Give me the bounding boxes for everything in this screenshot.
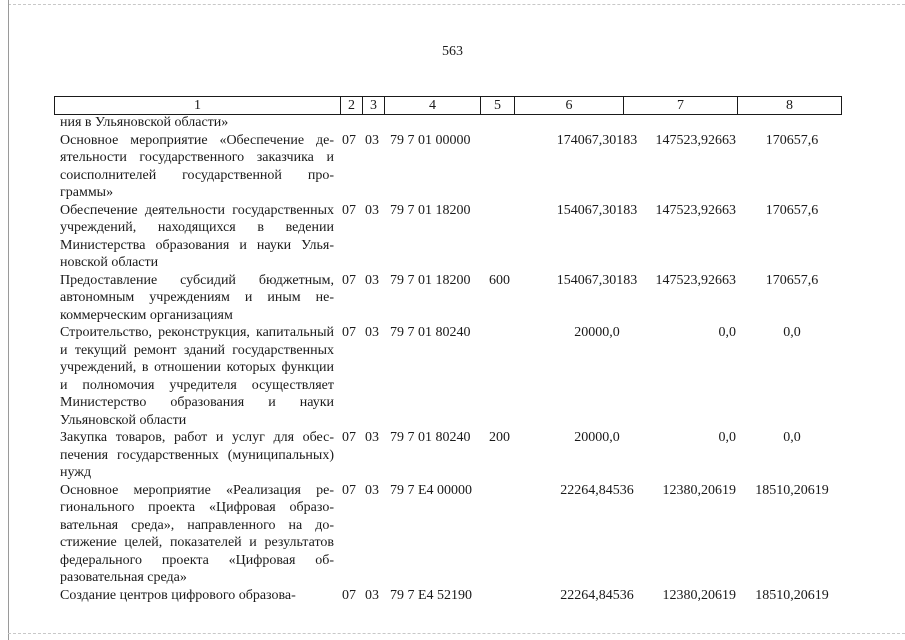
column-header-7: 7 bbox=[624, 97, 738, 115]
amount-col-6: 154067,30183 bbox=[556, 272, 638, 288]
row-description: Основное мероприятие «Обеспечение деятельности государственного заказчика и соисполнителей государственной программы» bbox=[60, 132, 334, 200]
table-row bbox=[54, 324, 841, 429]
section-code: 07 bbox=[342, 132, 356, 148]
column-header-6: 6 bbox=[515, 97, 624, 115]
amount-col-7: 0,0 bbox=[718, 430, 736, 445]
row-description: ния в Ульяновской области» bbox=[60, 115, 229, 130]
row-description: Предоставление субсидий бюджетным, автономным учреждениям и иным некоммерческим организациям bbox=[60, 272, 334, 323]
subsection-code: 03 bbox=[365, 482, 379, 498]
scan-left-edge bbox=[8, 0, 9, 640]
subsection-code: 03 bbox=[365, 272, 379, 288]
section-code: 07 bbox=[342, 482, 356, 498]
amount-col-6: 20000,0 bbox=[574, 325, 620, 340]
target-article-code: 79 7 01 18200 bbox=[390, 272, 471, 288]
amount-col-7: 12380,20619 bbox=[662, 482, 736, 498]
table-row bbox=[54, 114, 841, 132]
amount-col-7: 147523,92663 bbox=[655, 272, 736, 288]
amount-col-8: 18510,20619 bbox=[755, 587, 829, 603]
table-row bbox=[54, 132, 841, 202]
target-article-code: 79 7 01 18200 bbox=[390, 202, 471, 218]
subsection-code: 03 bbox=[365, 132, 379, 148]
column-header-4: 4 bbox=[385, 97, 481, 115]
amount-col-7: 147523,92663 bbox=[655, 132, 736, 148]
table-row bbox=[54, 202, 841, 272]
amount-col-7: 0,0 bbox=[718, 325, 736, 340]
section-code: 07 bbox=[342, 272, 356, 288]
budget-table-body bbox=[54, 114, 841, 604]
row-description: Строительство, реконструкция, капитальный и текущий ремонт зданий государственных учреждений, в отношении которых функции и полномочия учредителя осуществляет Министерство образования и науки Ульяновской области bbox=[60, 325, 334, 428]
amount-col-8: 170657,6 bbox=[765, 132, 819, 148]
subsection-code: 03 bbox=[365, 430, 379, 445]
amount-col-8: 170657,6 bbox=[765, 202, 819, 218]
scan-top-edge bbox=[8, 4, 905, 5]
expense-type-code: 200 bbox=[489, 430, 510, 445]
amount-col-6: 174067,30183 bbox=[556, 132, 638, 148]
subsection-code: 03 bbox=[365, 325, 379, 340]
amount-col-6: 22264,84536 bbox=[560, 482, 634, 498]
target-article-code: 79 7 01 00000 bbox=[390, 132, 471, 148]
amount-col-8: 0,0 bbox=[783, 430, 801, 445]
section-code: 07 bbox=[342, 202, 356, 218]
row-description: Обеспечение деятельности государственных учреждений, находящихся в ведении Министерства образования и науки Ульяновской области bbox=[60, 202, 334, 270]
row-description: Создание центров цифрового образова- bbox=[60, 587, 296, 603]
target-article-code: 79 7 01 80240 bbox=[390, 325, 471, 340]
scan-bottom-edge bbox=[8, 633, 905, 634]
column-header-1: 1 bbox=[55, 97, 341, 115]
subsection-code: 03 bbox=[365, 202, 379, 218]
amount-col-6: 20000,0 bbox=[574, 430, 620, 445]
amount-col-8: 18510,20619 bbox=[755, 482, 829, 498]
amount-col-8: 0,0 bbox=[783, 325, 801, 340]
amount-col-7: 12380,20619 bbox=[662, 587, 736, 603]
table-row bbox=[54, 482, 841, 587]
page-number: 563 bbox=[442, 44, 463, 59]
expense-type-code: 600 bbox=[489, 272, 510, 288]
section-code: 07 bbox=[342, 325, 356, 340]
amount-col-7: 147523,92663 bbox=[655, 202, 736, 218]
column-header-3: 3 bbox=[363, 97, 385, 115]
target-article-code: 79 7 E4 00000 bbox=[390, 482, 473, 498]
target-article-code: 79 7 E4 52190 bbox=[390, 587, 473, 603]
section-code: 07 bbox=[342, 587, 356, 603]
column-header-8: 8 bbox=[738, 97, 842, 115]
column-header-row bbox=[54, 96, 842, 115]
row-description: Основное мероприятие «Реализация регионального проекта «Цифровая образовательная среда», направленного на достижение целей, показателей и результатов федерального проекта «Цифровая образовательная среда» bbox=[60, 482, 334, 585]
table-row bbox=[54, 587, 841, 605]
target-article-code: 79 7 01 80240 bbox=[390, 430, 471, 445]
column-header-2: 2 bbox=[341, 97, 363, 115]
subsection-code: 03 bbox=[365, 587, 379, 603]
row-description: Закупка товаров, работ и услуг для обеспечения государственных (муниципальных) нужд bbox=[60, 430, 334, 480]
amount-col-6: 154067,30183 bbox=[556, 202, 638, 218]
section-code: 07 bbox=[342, 430, 356, 445]
column-header-5: 5 bbox=[481, 97, 515, 115]
table-row bbox=[54, 429, 841, 482]
table-row bbox=[54, 272, 841, 325]
amount-col-8: 170657,6 bbox=[765, 272, 819, 288]
amount-col-6: 22264,84536 bbox=[560, 587, 634, 603]
